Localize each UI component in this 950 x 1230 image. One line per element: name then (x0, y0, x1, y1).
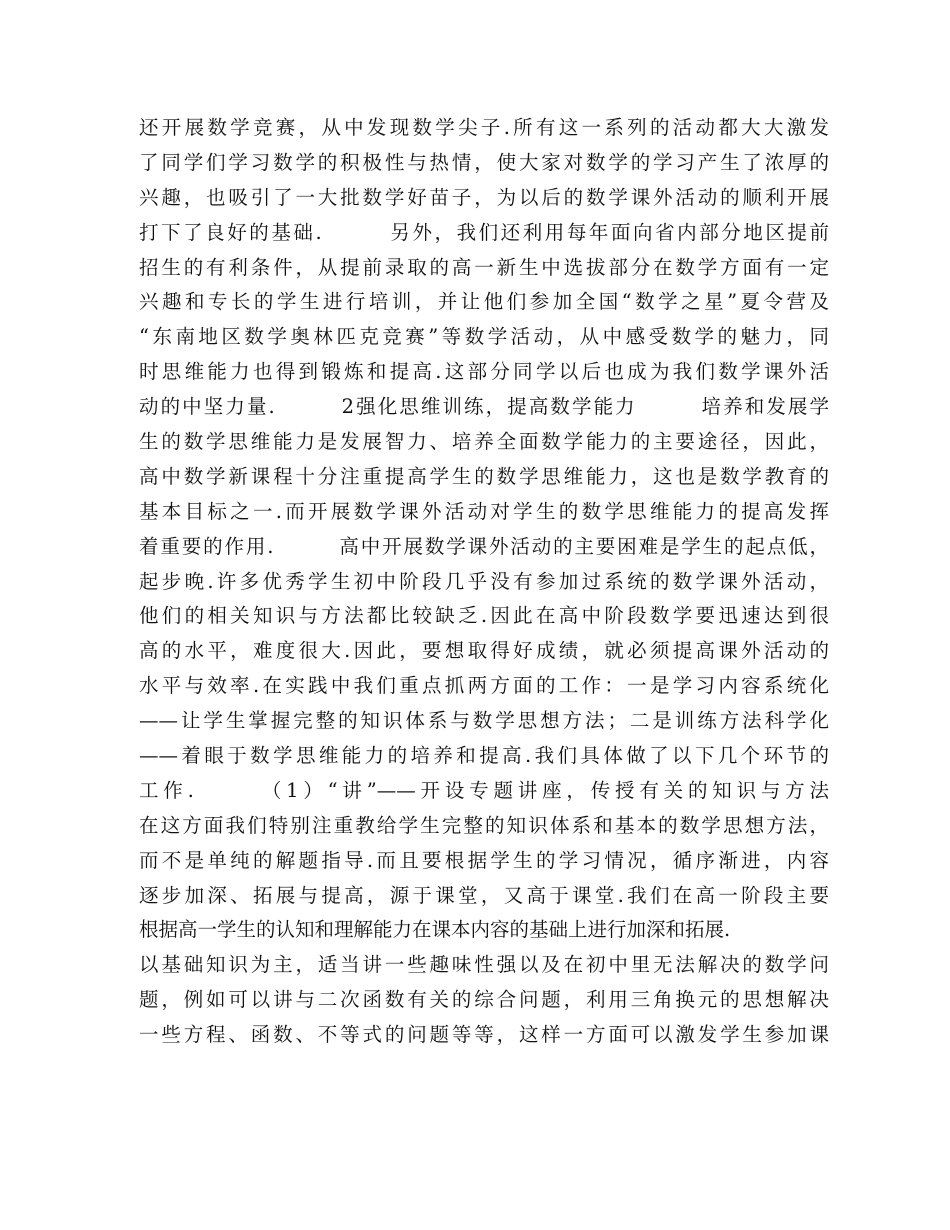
text-line-1: 还开展数学竞赛，从中发现数学尖子.所有这一系列的活动都大大激发 (139, 116, 829, 139)
text-line-2: 了同学们学习数学的积极性与热情，使大家对数学的学习产生了浓厚的 (139, 150, 829, 174)
text-line-13: 着重要的作用. 高中开展数学课外活动的主要困难是学生的起点低， (139, 534, 829, 558)
text-line-9: 动的中坚力量. 2强化思维训练，提高数学能力 培养和发展学 (139, 395, 829, 419)
text-line-26: 题，例如可以讲与二次函数有关的综合问题，利用三角换元的思想解决 (139, 988, 829, 1012)
text-line-24: 根据高一学生的认知和理解能力在课本内容的基础上进行加深和拓展. (139, 918, 731, 942)
body-text (139, 111, 829, 1053)
text-line-4: 打下了良好的基础. 另外，我们还利用每年面向省内部分地区提前 (139, 220, 829, 244)
text-line-18: ——让学生掌握完整的知识体系与数学思想方法；二是训练方法科学化 (139, 709, 829, 733)
text-line-25: 以基础知识为主，适当讲一些趣味性强以及在初中里无法解决的数学问 (139, 953, 829, 977)
text-line-11: 高中数学新课程十分注重提高学生的数学思维能力，这也是数学教育的 (139, 464, 829, 488)
text-line-15: 他们的相关知识与方法都比较缺乏.因此在高中阶段数学要迅速达到很 (139, 604, 829, 628)
text-line-23: 逐步加深、拓展与提高，源于课堂，又高于课堂.我们在高一阶段主要 (139, 883, 829, 907)
text-line-21: 在这方面我们特别注重教给学生完整的知识体系和基本的数学思想方法， (139, 813, 829, 837)
text-line-17: 水平与效率.在实践中我们重点抓两方面的工作：一是学习内容系统化 (139, 674, 829, 698)
text-line-22: 而不是单纯的解题指导.而且要根据学生的学习情况，循序渐进，内容 (139, 848, 829, 872)
text-line-19: ——着眼于数学思维能力的培养和提高.我们具体做了以下几个环节的 (139, 744, 829, 768)
text-line-8: 时思维能力也得到锻炼和提高.这部分同学以后也成为我们数学课外活 (139, 360, 829, 384)
text-line-7: “东南地区数学奥林匹克竞赛”等数学活动，从中感受数学的魅力，同 (139, 325, 829, 349)
text-line-27: 一些方程、函数、不等式的问题等等，这样一方面可以激发学生参加课 (139, 1023, 829, 1047)
text-line-3: 兴趣，也吸引了一大批数学好苗子，为以后的数学课外活动的顺利开展 (139, 185, 829, 209)
text-line-16: 高的水平，难度很大.因此，要想取得好成绩，就必须提高课外活动的 (139, 639, 829, 663)
text-line-6: 兴趣和专长的学生进行培训，并让他们参加全国“数学之星”夏令营及 (139, 290, 829, 314)
text-line-12: 基本目标之一.而开展数学课外活动对学生的数学思维能力的提高发挥 (139, 499, 829, 523)
text-line-5: 招生的有利条件，从提前录取的高一新生中选拔部分在数学方面有一定 (139, 255, 829, 279)
text-line-10: 生的数学思维能力是发展智力、培养全面数学能力的主要途径，因此， (139, 430, 829, 454)
text-line-20: 工作. （1）“讲”——开设专题讲座，传授有关的知识与方法 (139, 778, 829, 802)
text-line-14: 起步晚.许多优秀学生初中阶段几乎没有参加过系统的数学课外活动， (139, 569, 829, 593)
